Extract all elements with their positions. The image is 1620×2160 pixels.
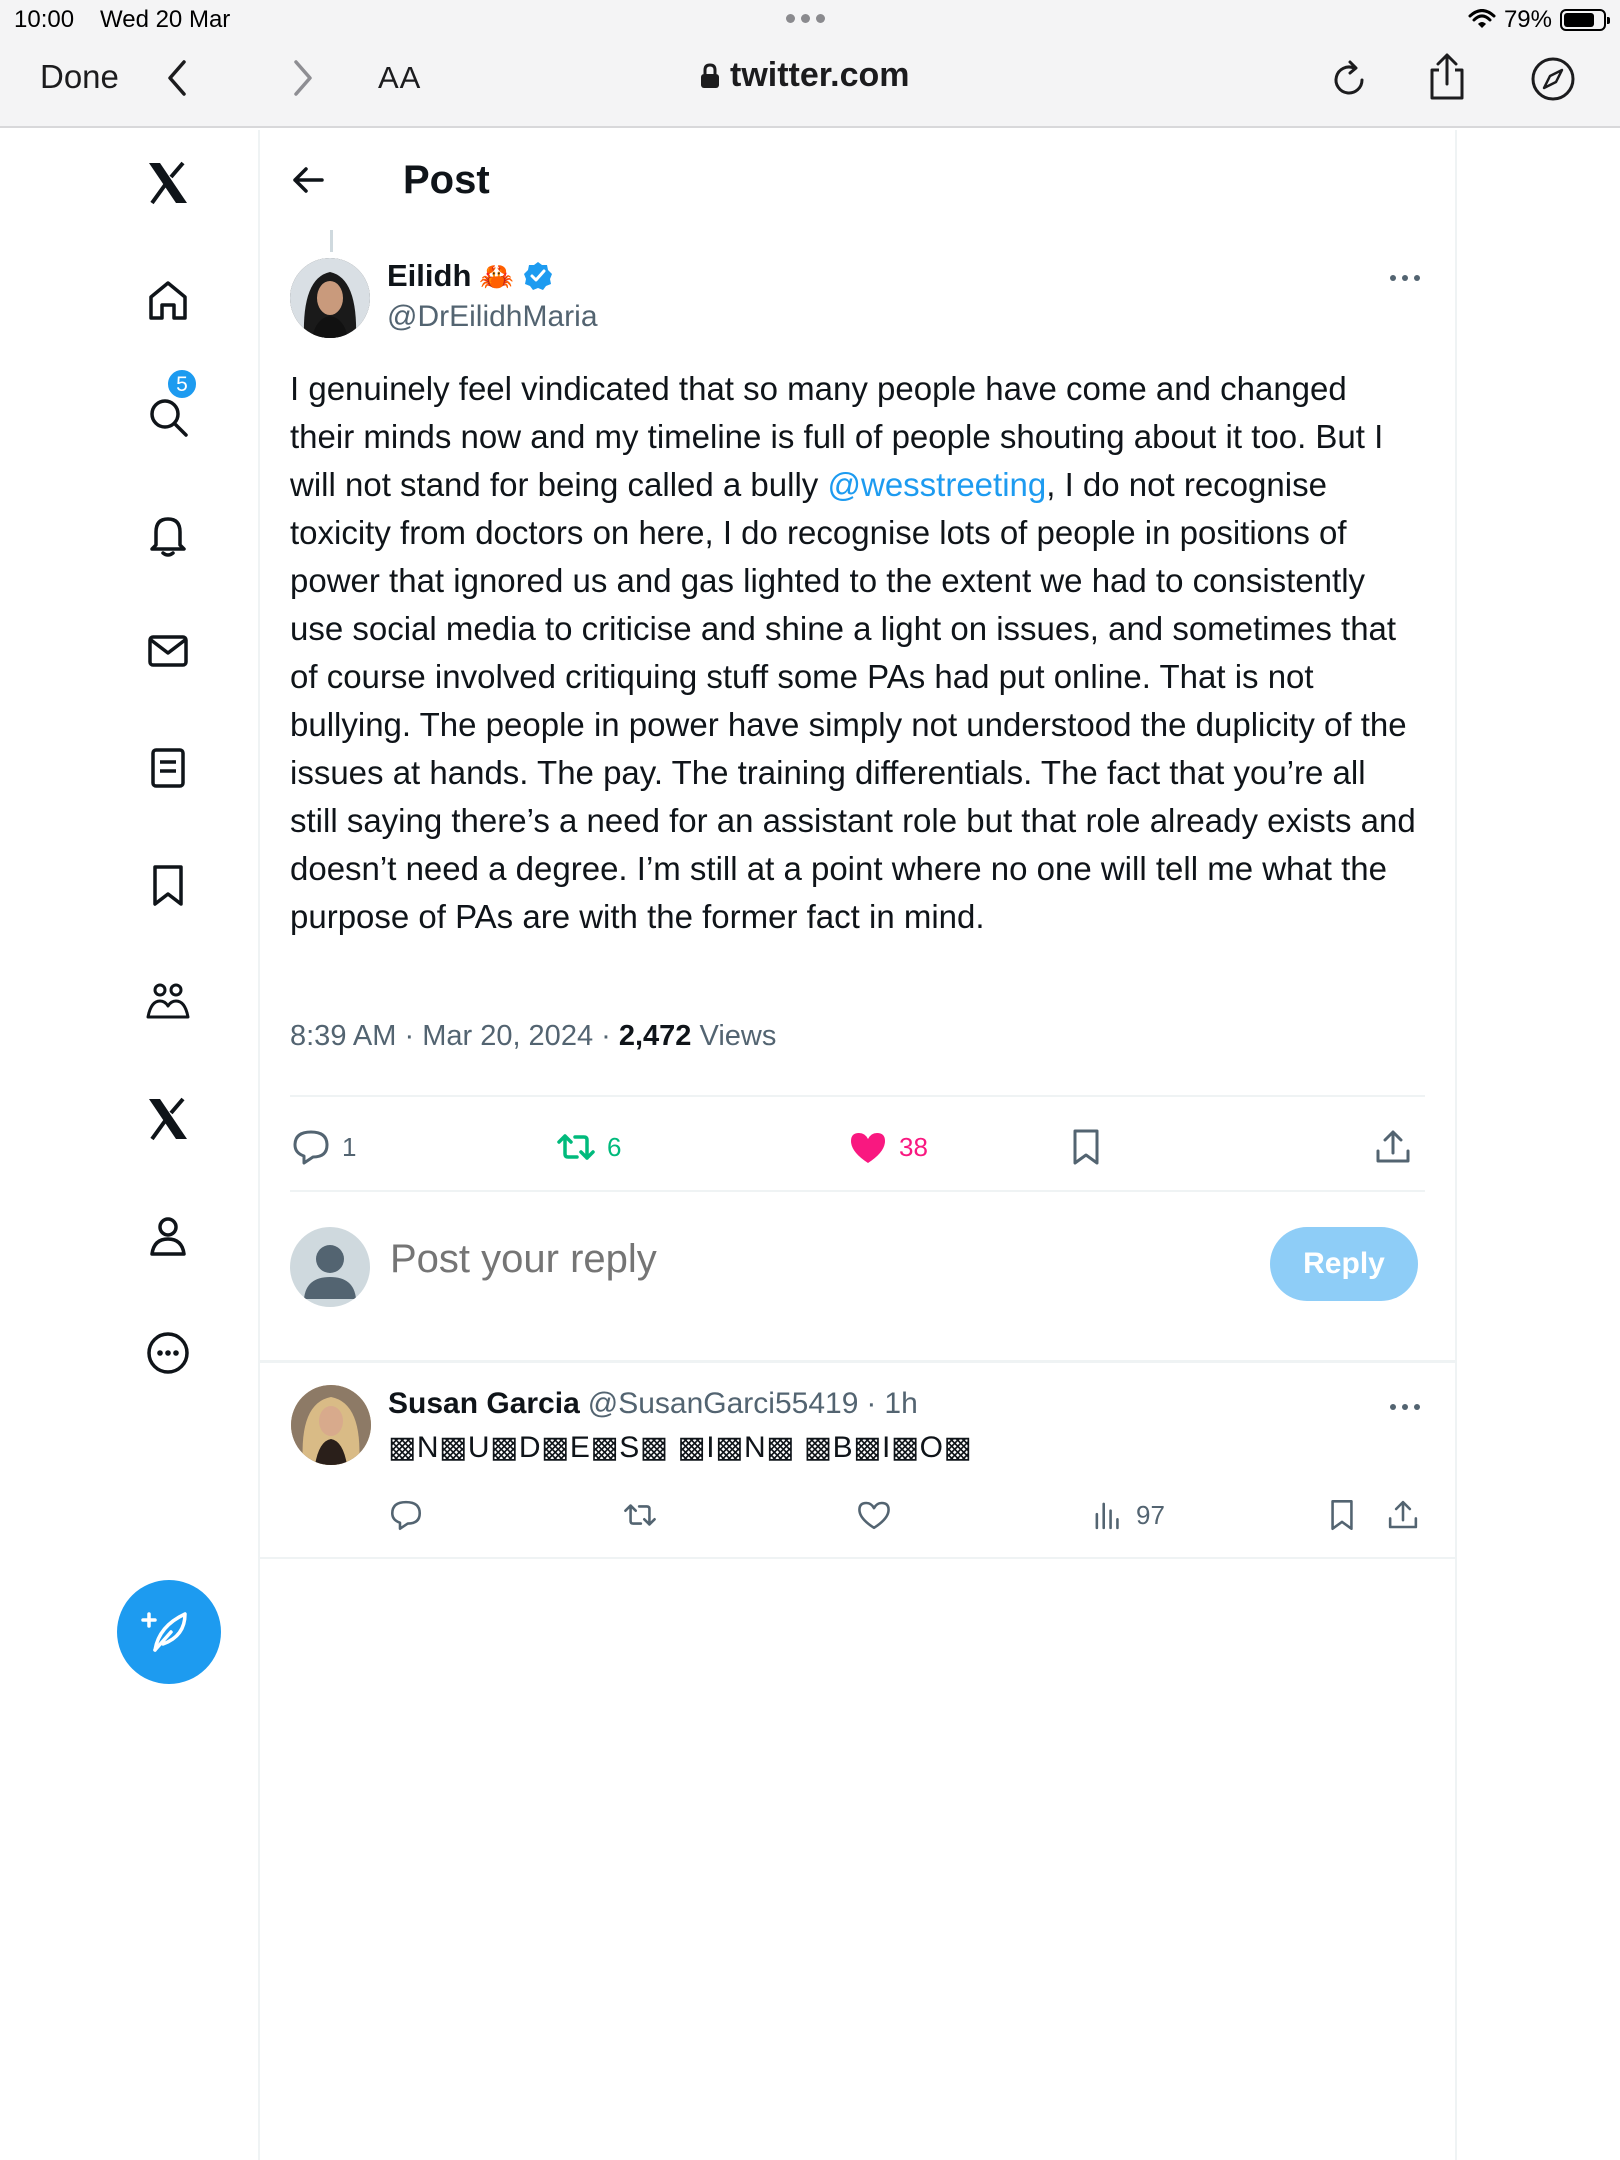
reply-like-action[interactable] (856, 1497, 892, 1533)
forward-chevron-icon[interactable] (286, 56, 320, 100)
repost-icon (622, 1497, 658, 1533)
reply-author-avatar[interactable] (291, 1385, 371, 1465)
more-options-icon[interactable] (1385, 1397, 1425, 1417)
reply-views-action[interactable] (1090, 1497, 1165, 1533)
text-size-button[interactable]: AA (378, 60, 422, 95)
heart-outline-icon (856, 1497, 892, 1533)
status-date: Wed 20 Mar (100, 6, 231, 33)
divider (290, 1190, 1425, 1192)
views-count: 2,472 (618, 1020, 692, 1052)
reply-icon (290, 1126, 332, 1168)
divider (260, 1360, 1455, 1363)
profile-icon[interactable] (138, 1206, 198, 1266)
list-icon[interactable] (138, 738, 198, 798)
reply-button[interactable]: Reply (1270, 1227, 1418, 1301)
author-avatar[interactable] (290, 258, 370, 338)
multitask-dots-icon[interactable] (786, 14, 825, 23)
reply-share-action[interactable] (1385, 1497, 1421, 1533)
page-title: Post (403, 158, 490, 202)
reply-count: 1 (342, 1131, 357, 1162)
like-action[interactable] (847, 1126, 928, 1168)
author-photo (290, 258, 370, 338)
repost-icon (555, 1126, 597, 1168)
reply-text: ▩N▩U▩D▩E▩S▩ ▩I▩N▩ ▩B▩I▩O▩ (388, 1431, 973, 1464)
upload-share-icon (1385, 1497, 1421, 1533)
repost-action[interactable] (555, 1126, 621, 1168)
column-divider-left (258, 130, 260, 2160)
post-text (290, 365, 1420, 941)
more-options-icon[interactable] (1385, 268, 1425, 288)
done-button[interactable]: Done (40, 58, 119, 95)
reply-author-photo (291, 1385, 371, 1465)
status-right (1468, 6, 1606, 34)
reload-icon[interactable] (1328, 58, 1370, 100)
post-time[interactable]: 8:39 AM (290, 1020, 397, 1052)
thread-line (330, 230, 333, 252)
repost-count: 6 (607, 1131, 622, 1162)
left-navigation (0, 130, 258, 2160)
like-count: 38 (899, 1131, 928, 1162)
composer-avatar (290, 1227, 370, 1307)
back-arrow-icon[interactable] (290, 162, 326, 198)
url-text: twitter.com (730, 56, 910, 94)
upload-share-icon (1372, 1126, 1414, 1168)
reply-action[interactable] (290, 1126, 356, 1168)
browser-toolbar (0, 40, 1620, 128)
author-handle[interactable]: @DrEilidhMaria (387, 300, 598, 333)
wifi-icon (1468, 9, 1496, 31)
reply-author-handle[interactable]: @SusanGarci55419 (587, 1387, 859, 1420)
post-meta: 8:39 AM · Mar 20, 2024 · 2,472 Views (290, 1020, 777, 1052)
reply-bookmark-action[interactable] (1324, 1497, 1360, 1533)
heart-filled-icon (847, 1126, 889, 1168)
crab-emoji: 🦀 (479, 260, 515, 292)
reply-views-count: 97 (1136, 1499, 1165, 1530)
reply-repost-action[interactable] (622, 1497, 658, 1533)
divider (260, 1557, 1455, 1559)
divider (290, 1095, 1425, 1097)
mail-icon[interactable] (138, 621, 198, 681)
reply-time[interactable]: 1h (884, 1387, 918, 1420)
notification-badge: 5 (166, 368, 198, 400)
x-logo-icon[interactable] (138, 153, 198, 213)
compose-post-button[interactable] (117, 1580, 221, 1684)
column-divider-right (1455, 130, 1457, 2160)
author-name[interactable] (387, 258, 554, 294)
bookmark-outline-icon (1324, 1497, 1360, 1533)
more-circle-icon[interactable] (138, 1323, 198, 1383)
communities-icon[interactable] (138, 972, 198, 1032)
status-bar (0, 0, 1620, 40)
default-avatar-icon (290, 1227, 370, 1307)
lock-icon (700, 63, 720, 89)
share-action[interactable] (1372, 1126, 1414, 1168)
analytics-icon (1090, 1497, 1126, 1533)
share-icon[interactable] (1424, 52, 1470, 102)
reply-author-name[interactable]: Susan Garcia (388, 1387, 580, 1420)
compass-icon[interactable] (1530, 56, 1576, 102)
bell-icon[interactable] (138, 504, 198, 564)
battery-icon (1560, 9, 1606, 31)
address-bar[interactable] (700, 56, 909, 95)
bookmark-icon[interactable] (138, 855, 198, 915)
mention-link[interactable]: @wesstreeting (827, 466, 1047, 503)
x-premium-icon[interactable] (138, 1089, 198, 1149)
home-icon[interactable] (138, 270, 198, 330)
reply-header: Susan Garcia @SusanGarci55419 · 1h (388, 1387, 918, 1420)
post-text-part1: I genuinely feel vindicated that so many people have come and changed their minds now and my timeline is full of people shouting about it too. But I will not stand for being called a bully (290, 370, 1384, 503)
verified-badge-icon[interactable] (522, 260, 554, 292)
reply-icon (388, 1497, 424, 1533)
feather-plus-icon (141, 1604, 197, 1660)
status-time: 10:00 (14, 6, 75, 33)
battery-percent: 79% (1503, 6, 1552, 33)
author-display-name: Eilidh (387, 258, 472, 293)
back-chevron-icon[interactable] (160, 56, 194, 100)
reply-input[interactable] (390, 1237, 990, 1282)
post-actions (290, 1120, 1425, 1180)
post-date[interactable]: Mar 20, 2024 (422, 1020, 594, 1052)
views-label: Views (699, 1020, 777, 1052)
bookmark-outline-icon (1065, 1126, 1107, 1168)
page-header (260, 130, 1455, 230)
reply-reply-action[interactable] (388, 1497, 424, 1533)
post-text-part2: , I do not recognise toxicity from doctors on here, I do recognise lots of people in positions of power that ignored us and gas lighted to the extent we had to consistently use social media to criticise and shine a light on issues, and sometimes that of course involved critiquing stuff some PAs had put online. That is not bullying. The people in power have simply not understood the duplicity of the issues at hands. The pay. The training differentials. The fact that you’re all still saying there’s a need for an assistant role but that role already exists and doesn’t need a degree. I’m still at a point where no one will tell me what the purpose of PAs are with the former fact in mind. (290, 466, 1416, 935)
bookmark-action[interactable] (1065, 1126, 1107, 1168)
